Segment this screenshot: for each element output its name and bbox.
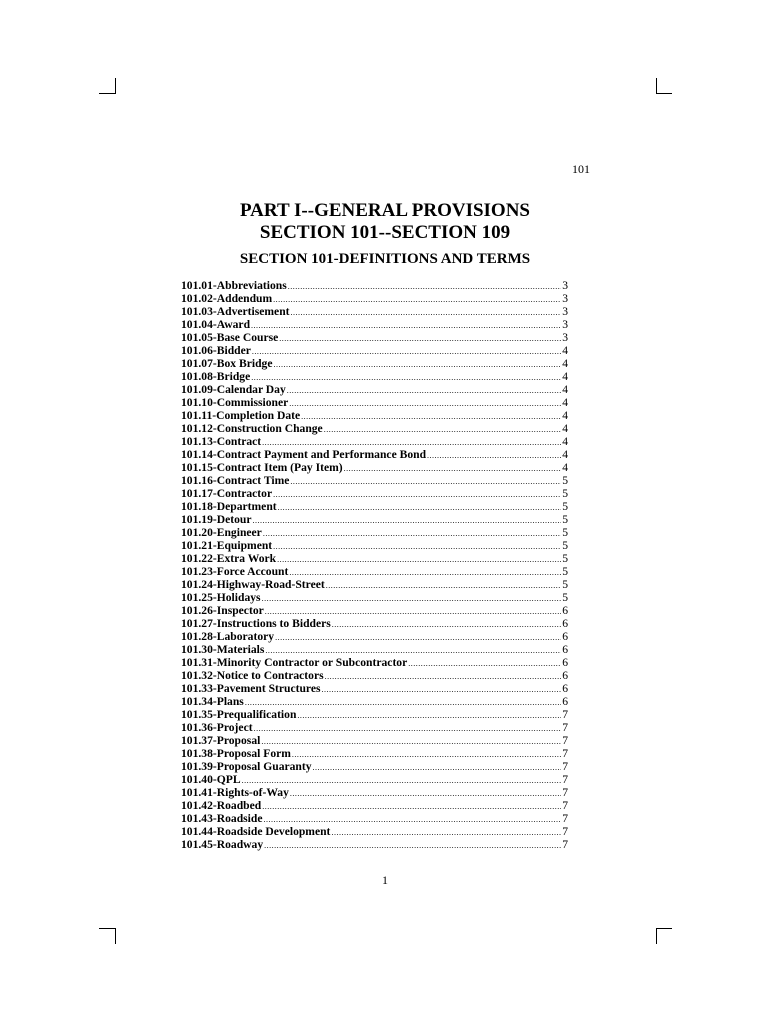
toc-entry-page: 7 bbox=[562, 760, 568, 773]
toc-dot-leader bbox=[325, 670, 562, 683]
toc-entry[interactable] bbox=[181, 708, 568, 721]
toc-entry[interactable] bbox=[181, 565, 568, 578]
toc-entry[interactable] bbox=[181, 422, 568, 435]
toc-entry-page: 6 bbox=[562, 630, 568, 643]
toc-dot-leader bbox=[344, 462, 562, 475]
toc-dot-leader bbox=[275, 631, 561, 644]
toc-entry[interactable] bbox=[181, 487, 568, 500]
toc-dot-leader bbox=[273, 293, 561, 306]
toc-entry-page: 5 bbox=[562, 591, 568, 604]
toc-entry[interactable] bbox=[181, 552, 568, 565]
toc-dot-leader bbox=[324, 423, 561, 436]
toc-entry-page: 3 bbox=[562, 331, 568, 344]
toc-entry-label: 101.19-Detour bbox=[181, 513, 252, 526]
toc-entry[interactable] bbox=[181, 435, 568, 448]
toc-entry-label: 101.13-Contract bbox=[181, 435, 262, 448]
toc-entry-label: 101.17-Contractor bbox=[181, 487, 273, 500]
toc-entry[interactable] bbox=[181, 357, 568, 370]
crop-mark-bottom-right bbox=[656, 928, 657, 944]
toc-entry[interactable] bbox=[181, 344, 568, 357]
toc-entry[interactable] bbox=[181, 383, 568, 396]
toc-entry-page: 5 bbox=[562, 526, 568, 539]
toc-entry-label: 101.16-Contract Time bbox=[181, 474, 290, 487]
toc-entry-label: 101.40-QPL bbox=[181, 773, 241, 786]
toc-entry-page: 4 bbox=[562, 435, 568, 448]
toc-entry-page: 5 bbox=[562, 513, 568, 526]
toc-entry-label: 101.38-Proposal Form bbox=[181, 747, 291, 760]
toc-entry[interactable] bbox=[181, 591, 568, 604]
toc-dot-leader bbox=[262, 800, 561, 813]
toc-entry-page: 7 bbox=[562, 708, 568, 721]
toc-entry-page: 4 bbox=[562, 409, 568, 422]
toc-entry[interactable] bbox=[181, 409, 568, 422]
toc-entry-label: 101.41-Rights-of-Way bbox=[181, 786, 289, 799]
toc-dot-leader bbox=[254, 722, 562, 735]
toc-dot-leader bbox=[427, 449, 561, 462]
toc-entry-label: 101.43-Roadside bbox=[181, 812, 263, 825]
toc-entry-label: 101.25-Holidays bbox=[181, 591, 261, 604]
toc-dot-leader bbox=[408, 657, 561, 670]
toc-entry-page: 4 bbox=[562, 422, 568, 435]
toc-entry-page: 7 bbox=[562, 838, 568, 851]
toc-dot-leader bbox=[278, 501, 562, 514]
toc-entry[interactable] bbox=[181, 617, 568, 630]
toc-entry-page: 7 bbox=[562, 721, 568, 734]
toc-entry-label: 101.09-Calendar Day bbox=[181, 383, 286, 396]
toc-entry[interactable] bbox=[181, 305, 568, 318]
toc-dot-leader bbox=[242, 774, 562, 787]
crop-mark-bottom-right bbox=[656, 928, 672, 929]
toc-entry-label: 101.45-Roadway bbox=[181, 838, 264, 851]
toc-entry-label: 101.22-Extra Work bbox=[181, 552, 277, 565]
toc-entry-label: 101.05-Base Course bbox=[181, 331, 279, 344]
toc-entry[interactable] bbox=[181, 734, 568, 747]
toc-entry-label: 101.35-Prequalification bbox=[181, 708, 297, 721]
toc-entry-label: 101.31-Minority Contractor or Subcontractor bbox=[181, 656, 408, 669]
toc-entry[interactable] bbox=[181, 526, 568, 539]
toc-dot-leader bbox=[289, 397, 561, 410]
crop-mark-top-right bbox=[656, 78, 657, 94]
toc-dot-leader bbox=[273, 488, 561, 501]
toc-entry-page: 7 bbox=[562, 812, 568, 825]
section-heading: SECTION 101-DEFINITIONS AND TERMS bbox=[239, 251, 531, 267]
toc-entry-page: 7 bbox=[562, 773, 568, 786]
toc-entry-page: 5 bbox=[562, 565, 568, 578]
toc-entry[interactable] bbox=[181, 656, 568, 669]
page-title-line-1: PART I--GENERAL PROVISIONS bbox=[239, 200, 530, 221]
toc-entry[interactable] bbox=[181, 292, 568, 305]
toc-entry[interactable] bbox=[181, 500, 568, 513]
toc-entry[interactable] bbox=[181, 461, 568, 474]
toc-entry-label: 101.32-Notice to Contractors bbox=[181, 669, 324, 682]
toc-entry-page: 4 bbox=[562, 370, 568, 383]
toc-dot-leader bbox=[290, 787, 561, 800]
toc-entry[interactable] bbox=[181, 786, 568, 799]
toc-entry-page: 6 bbox=[562, 617, 568, 630]
toc-entry[interactable] bbox=[181, 318, 568, 331]
toc-dot-leader bbox=[322, 683, 562, 696]
toc-entry-label: 101.04-Award bbox=[181, 318, 251, 331]
toc-entry-page: 5 bbox=[562, 578, 568, 591]
toc-entry-label: 101.42-Roadbed bbox=[181, 799, 262, 812]
toc-entry[interactable] bbox=[181, 513, 568, 526]
toc-dot-leader bbox=[264, 839, 561, 852]
toc-dot-leader bbox=[263, 527, 561, 540]
toc-entry-page: 7 bbox=[562, 825, 568, 838]
toc-entry[interactable] bbox=[181, 695, 568, 708]
toc-entry-label: 101.23-Force Account bbox=[181, 565, 289, 578]
toc-entry-page: 7 bbox=[562, 747, 568, 760]
toc-entry-page: 4 bbox=[562, 461, 568, 474]
toc-entry-page: 6 bbox=[562, 656, 568, 669]
crop-mark-top-left bbox=[99, 93, 116, 94]
toc-entry[interactable] bbox=[181, 370, 568, 383]
toc-entry-label: 101.44-Roadside Development bbox=[181, 825, 331, 838]
toc-entry-label: 101.34-Plans bbox=[181, 695, 244, 708]
toc-entry-page: 6 bbox=[562, 669, 568, 682]
toc-dot-leader bbox=[253, 514, 562, 527]
toc-entry-label: 101.01-Abbreviations bbox=[181, 279, 287, 292]
table-of-contents bbox=[181, 279, 568, 851]
toc-entry-label: 101.18-Department bbox=[181, 500, 277, 513]
page-title-line-2: SECTION 101--SECTION 109 bbox=[259, 222, 511, 243]
toc-entry-label: 101.06-Bidder bbox=[181, 344, 251, 357]
toc-entry-page: 5 bbox=[562, 487, 568, 500]
toc-dot-leader bbox=[251, 319, 561, 332]
toc-dot-leader bbox=[297, 709, 561, 722]
toc-entry[interactable] bbox=[181, 773, 568, 786]
toc-entry-page: 7 bbox=[562, 786, 568, 799]
toc-entry[interactable] bbox=[181, 760, 568, 773]
toc-entry-page: 7 bbox=[562, 799, 568, 812]
toc-entry-label: 101.27-Instructions to Bidders bbox=[181, 617, 331, 630]
toc-dot-leader bbox=[292, 748, 561, 761]
toc-entry[interactable] bbox=[181, 604, 568, 617]
crop-mark-top-right bbox=[656, 93, 672, 94]
toc-entry-label: 101.37-Proposal bbox=[181, 734, 261, 747]
toc-entry-page: 6 bbox=[562, 695, 568, 708]
toc-entry-label: 101.21-Equipment bbox=[181, 539, 273, 552]
toc-entry-page: 4 bbox=[562, 448, 568, 461]
toc-entry-label: 101.10-Commissioner bbox=[181, 396, 289, 409]
toc-dot-leader bbox=[313, 761, 562, 774]
toc-dot-leader bbox=[277, 553, 561, 566]
toc-dot-leader bbox=[279, 332, 561, 345]
toc-entry-page: 4 bbox=[562, 344, 568, 357]
toc-entry-label: 101.15-Contract Item (Pay Item) bbox=[181, 461, 343, 474]
toc-entry-page: 6 bbox=[562, 604, 568, 617]
toc-entry-label: 101.14-Contract Payment and Performance Bond bbox=[181, 448, 427, 461]
toc-entry[interactable] bbox=[181, 539, 568, 552]
toc-dot-leader bbox=[262, 592, 562, 605]
toc-entry-label: 101.30-Materials bbox=[181, 643, 265, 656]
toc-dot-leader bbox=[291, 306, 562, 319]
toc-dot-leader bbox=[301, 410, 561, 423]
toc-entry-page: 6 bbox=[562, 682, 568, 695]
toc-entry[interactable] bbox=[181, 669, 568, 682]
toc-entry-label: 101.08-Bridge bbox=[181, 370, 251, 383]
toc-dot-leader bbox=[288, 280, 561, 293]
toc-entry-page: 5 bbox=[562, 539, 568, 552]
toc-dot-leader bbox=[273, 540, 561, 553]
toc-entry-label: 101.07-Box Bridge bbox=[181, 357, 273, 370]
toc-entry-label: 101.20-Engineer bbox=[181, 526, 262, 539]
toc-entry-page: 5 bbox=[562, 500, 568, 513]
toc-entry[interactable] bbox=[181, 630, 568, 643]
toc-entry-label: 101.11-Completion Date bbox=[181, 409, 301, 422]
toc-entry-page: 3 bbox=[562, 305, 568, 318]
toc-entry[interactable] bbox=[181, 825, 568, 838]
toc-entry[interactable] bbox=[181, 474, 568, 487]
page-number-top: 101 bbox=[572, 162, 590, 176]
toc-dot-leader bbox=[273, 358, 561, 371]
toc-entry-page: 7 bbox=[562, 734, 568, 747]
toc-entry[interactable] bbox=[181, 721, 568, 734]
toc-entry[interactable] bbox=[181, 279, 568, 292]
toc-dot-leader bbox=[251, 371, 561, 384]
crop-mark-bottom-left bbox=[99, 928, 116, 929]
toc-dot-leader bbox=[289, 566, 561, 579]
toc-dot-leader bbox=[331, 826, 561, 839]
toc-entry-page: 5 bbox=[562, 552, 568, 565]
toc-entry[interactable] bbox=[181, 396, 568, 409]
toc-entry[interactable] bbox=[181, 812, 568, 825]
toc-entry-page: 3 bbox=[562, 318, 568, 331]
toc-entry[interactable] bbox=[181, 747, 568, 760]
toc-entry-page: 4 bbox=[562, 357, 568, 370]
toc-entry-label: 101.26-Inspector bbox=[181, 604, 264, 617]
toc-entry-page: 6 bbox=[562, 643, 568, 656]
toc-entry[interactable] bbox=[181, 331, 568, 344]
toc-entry[interactable] bbox=[181, 838, 568, 851]
toc-dot-leader bbox=[332, 618, 561, 631]
toc-entry-page: 4 bbox=[562, 396, 568, 409]
crop-mark-bottom-left bbox=[115, 928, 116, 944]
toc-dot-leader bbox=[290, 475, 561, 488]
toc-entry[interactable] bbox=[181, 799, 568, 812]
toc-entry[interactable] bbox=[181, 643, 568, 656]
toc-entry-label: 101.12-Construction Change bbox=[181, 422, 323, 435]
toc-entry-label: 101.02-Addendum bbox=[181, 292, 273, 305]
toc-entry-label: 101.33-Pavement Structures bbox=[181, 682, 321, 695]
toc-entry-label: 101.03-Advertisement bbox=[181, 305, 290, 318]
toc-entry-page: 3 bbox=[562, 279, 568, 292]
toc-entry-label: 101.36-Project bbox=[181, 721, 253, 734]
toc-entry-label: 101.24-Highway-Road-Street bbox=[181, 578, 325, 591]
toc-dot-leader bbox=[287, 384, 561, 397]
toc-entry[interactable] bbox=[181, 682, 568, 695]
toc-entry-label: 101.28-Laboratory bbox=[181, 630, 275, 643]
toc-dot-leader bbox=[261, 735, 561, 748]
toc-entry[interactable] bbox=[181, 448, 568, 461]
toc-entry-page: 5 bbox=[562, 474, 568, 487]
crop-mark-top-left bbox=[115, 78, 116, 94]
toc-entry-page: 4 bbox=[562, 383, 568, 396]
page-number-bottom: 1 bbox=[382, 873, 388, 887]
toc-entry-label: 101.39-Proposal Guaranty bbox=[181, 760, 312, 773]
toc-dot-leader bbox=[252, 345, 561, 358]
toc-entry-page: 3 bbox=[562, 292, 568, 305]
toc-dot-leader bbox=[326, 579, 561, 592]
toc-entry[interactable] bbox=[181, 578, 568, 591]
